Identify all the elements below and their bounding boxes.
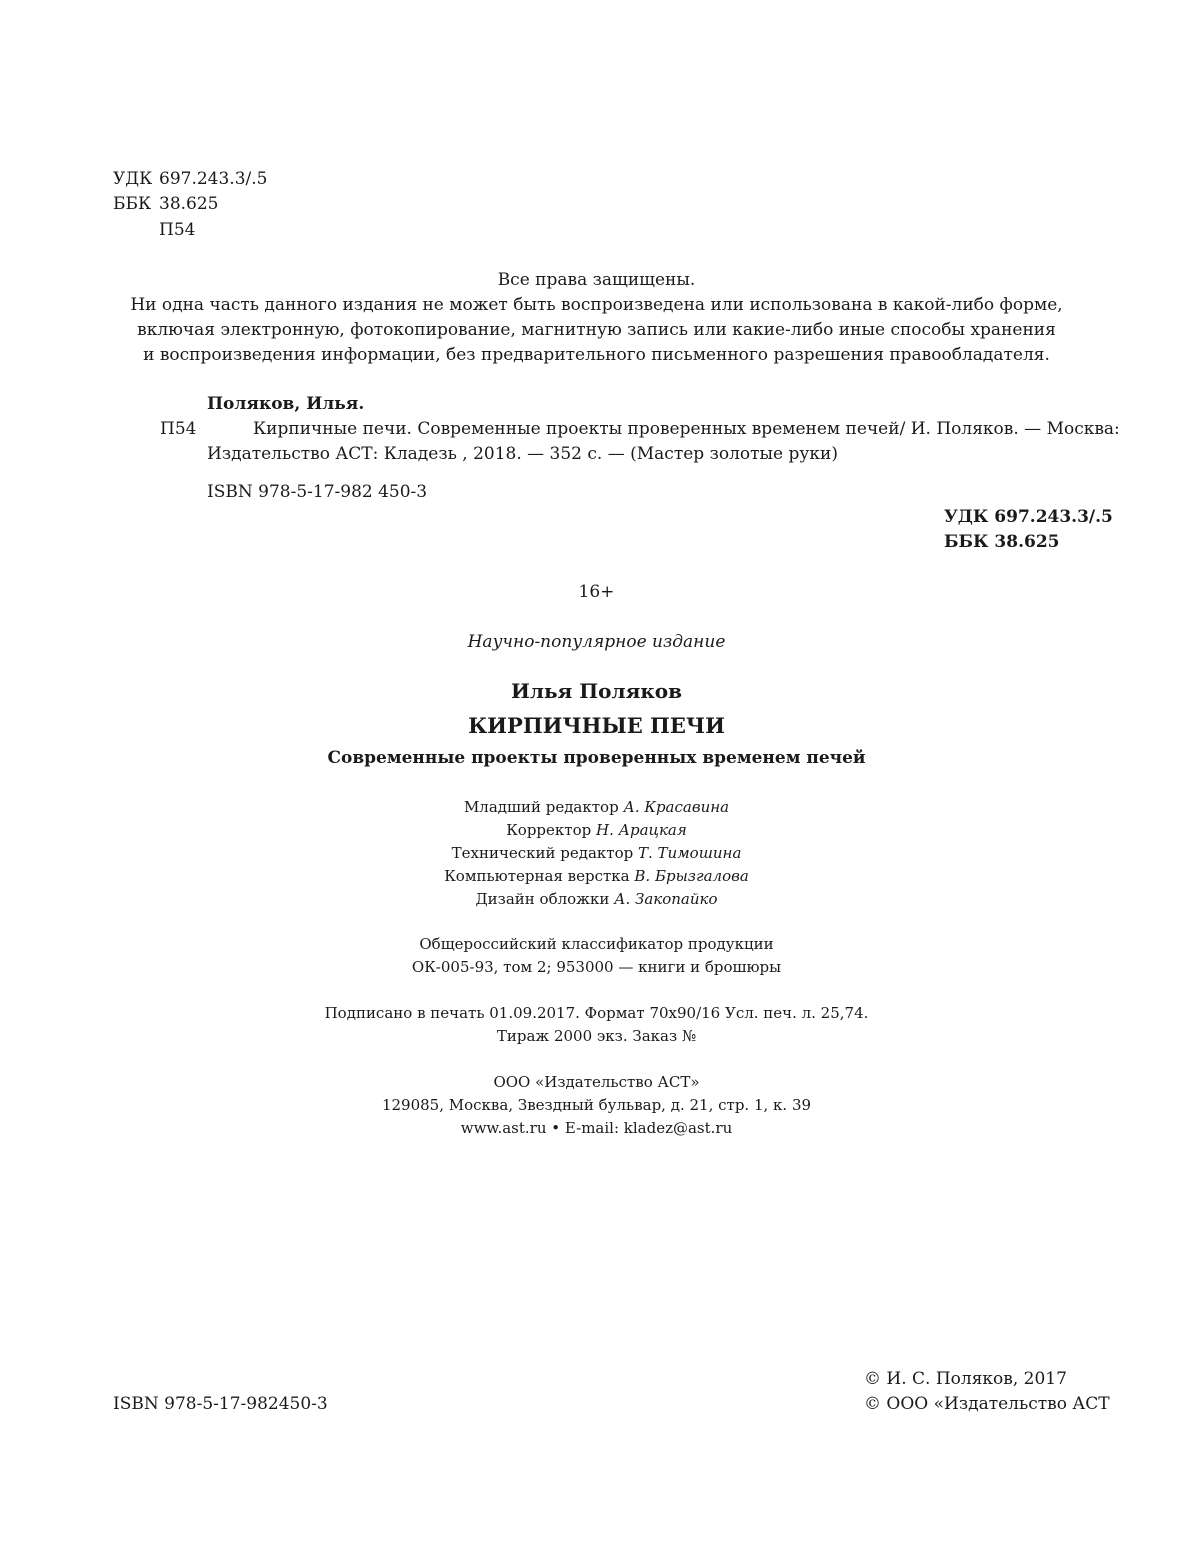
credit-person: А. Красавина: [623, 798, 730, 816]
annotation-line-1: Кирпичные печи. Современные проекты проверенных временем печей/ И. Поляков. — Москва:: [253, 419, 1120, 439]
credit-role: Технический редактор: [451, 844, 639, 862]
credit-role: Компьютерная верстка: [444, 867, 635, 885]
credit-person: В. Брызгалова: [634, 867, 749, 885]
credit-line: [0, 819, 1193, 842]
rights-line-1: Все права защищены.: [497, 270, 696, 290]
credit-line: [0, 865, 1193, 888]
credit-role: Младший редактор: [463, 798, 624, 816]
annotation-udk: УДК 697.243.3/.5: [944, 507, 1113, 527]
credit-line: [0, 796, 1193, 819]
classifier-line-1: Общероссийский классификатор продукции: [419, 935, 774, 953]
book-author: Илья Поляков: [510, 679, 683, 703]
rights-line-4: и воспроизведения информации, без предварительного письменного разрешения правообладателя.: [143, 345, 1050, 365]
annotation-line-2: Издательство АСТ: Кладезь , 2018. — 352 с. — (Мастер золотые руки): [207, 444, 838, 464]
book-title: КИРПИЧНЫЕ ПЕЧИ: [468, 713, 725, 738]
print-info: [0, 1002, 1193, 1048]
copyright-author: © И. С. Поляков, 2017: [864, 1369, 1067, 1389]
book-subtitle: Современные проекты проверенных временем печей: [327, 748, 866, 768]
edition-type: Научно-популярное издание: [467, 632, 726, 652]
credit-line: [0, 842, 1193, 865]
publisher-info: [0, 1071, 1193, 1140]
rights-line-3: включая электронную, фотокопирование, магнитную запись или какие-либо иные способы хранения: [137, 320, 1056, 340]
credit-role: Корректор: [506, 821, 596, 839]
credit-person: А. Закопайко: [614, 890, 718, 908]
rights-line-2: Ни одна часть данного издания не может быть воспроизведена или использована в какой-либо форме,: [130, 295, 1063, 315]
bbk-label: ББК: [113, 194, 152, 214]
footer-isbn: ISBN 978-5-17-982450-3: [113, 1394, 328, 1414]
credits: [0, 796, 1193, 911]
publisher-name: ООО «Издательство АСТ»: [493, 1073, 700, 1091]
rights-notice: [0, 268, 1193, 368]
udk-value: 697.243.3/.5: [159, 169, 268, 189]
author-mark: П54: [159, 220, 196, 240]
bbk-line: [113, 192, 218, 217]
publisher-contacts: www.ast.ru • E-mail: kladez@ast.ru: [460, 1119, 733, 1137]
annotation-isbn: ISBN 978-5-17-982 450-3: [207, 482, 428, 502]
credit-person: Т. Тимошина: [638, 844, 742, 862]
publisher-address: 129085, Москва, Звездный бульвар, д. 21, стр. 1, к. 39: [381, 1096, 812, 1114]
annotation-author-mark: П54: [160, 419, 197, 439]
print-info-line-1: Подписано в печать 01.09.2017. Формат 70х90/16 Усл. печ. л. 25,74.: [324, 1004, 869, 1022]
copyright-publisher: © ООО «Издательство АСТ: [864, 1394, 1110, 1414]
print-info-line-2: Тираж 2000 экз. Заказ №: [496, 1027, 697, 1045]
credit-person: Н. Арацкая: [595, 821, 687, 839]
bbk-value: 38.625: [159, 194, 219, 214]
credit-line: [0, 888, 1193, 911]
age-rating: 16+: [578, 582, 615, 602]
classifier-line-2: ОК-005-93, том 2; 953000 — книги и брошюры: [411, 958, 782, 976]
product-classifier: [0, 933, 1193, 979]
udk-line: [113, 167, 267, 192]
annotation-bbk: ББК 38.625: [944, 532, 1060, 552]
udk-label: УДК: [113, 169, 153, 189]
annotation-author: Поляков, Илья.: [207, 394, 365, 414]
credit-role: Дизайн обложки: [475, 890, 615, 908]
